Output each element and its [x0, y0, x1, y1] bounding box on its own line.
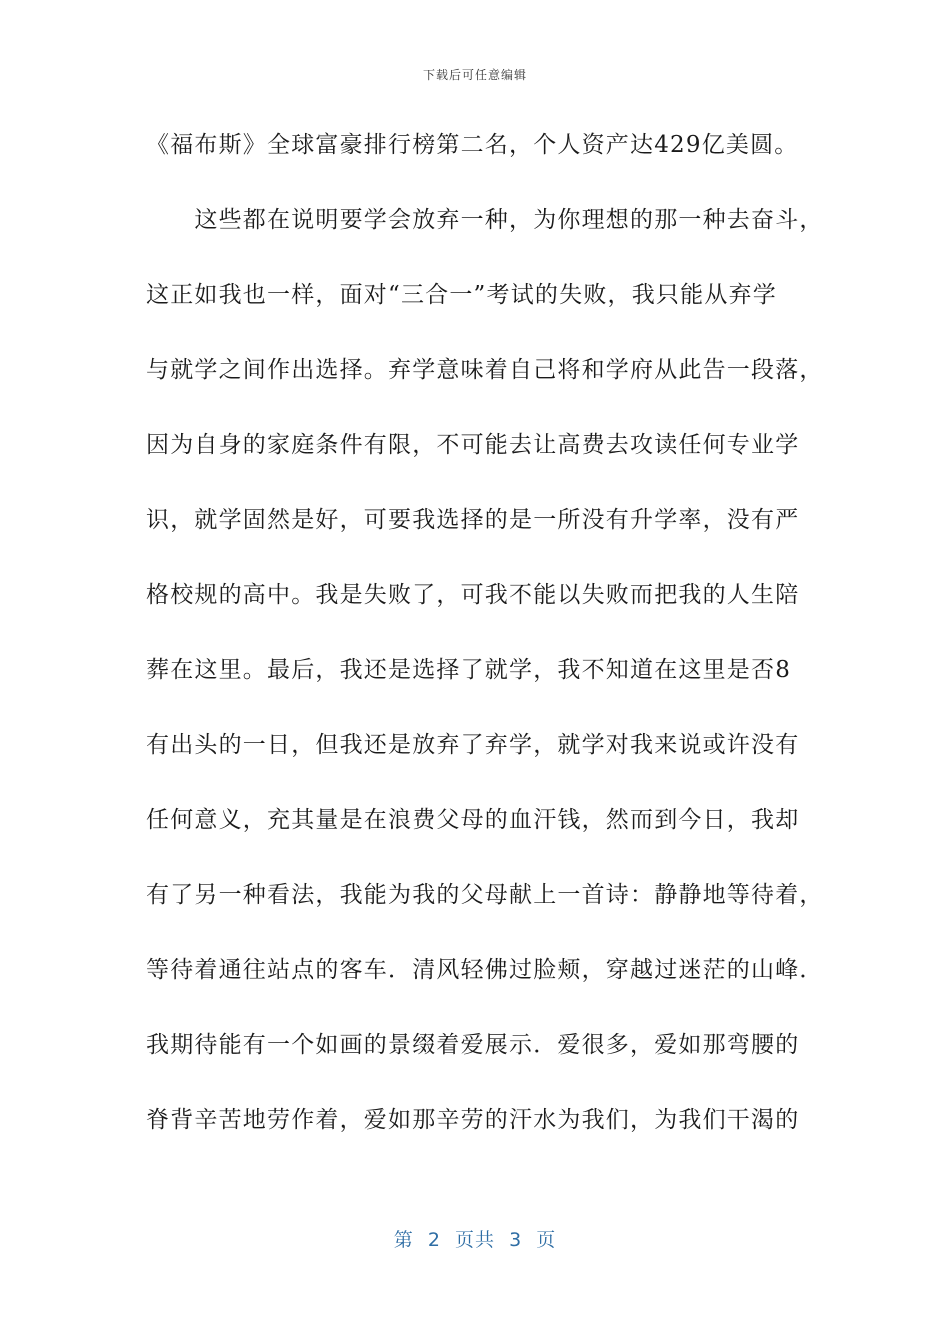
text-line: 等待着通往站点的客车．清风轻佛过脸颊，穿越过迷茫的山峰．: [146, 957, 824, 983]
text-line: 格校规的高中。我是失败了，可我不能以失败而把我的人生陪: [146, 582, 800, 608]
text-line: 这些都在说明要学会放弃一种，为你理想的那一种去奋斗，: [146, 207, 824, 233]
text-line: 这正如我也一样，面对“三合一”考试的失败，我只能从弃学: [146, 282, 777, 308]
text-line: 有出头的一日，但我还是放弃了弃学，就学对我来说或许没有: [146, 732, 800, 758]
text-line: 《福布斯》全球富豪排行榜第二名，个人资产达429亿美圆。: [146, 132, 799, 158]
text-line: 任何意义，充其量是在浪费父母的血汗钱，然而到今日，我却: [146, 807, 800, 833]
text-line: 与就学之间作出选择。弃学意味着自己将和学府从此告一段落，: [146, 357, 824, 383]
text-line: 葬在这里。最后，我还是选择了就学，我不知道在这里是否8: [146, 657, 792, 683]
body-text: [146, 125, 826, 1175]
header-note: 下载后可任意编辑: [422, 68, 527, 82]
text-line: 识，就学固然是好，可要我选择的是一所没有升学率，没有严: [146, 507, 800, 533]
page-number: 第 2 页共 3 页: [393, 1229, 557, 1251]
text-line: 因为自身的家庭条件有限，不可能去让高费去攻读任何专业学: [146, 432, 800, 458]
text-line: 有了另一种看法，我能为我的父母献上一首诗：静静地等待着，: [146, 882, 824, 908]
text-line: 脊背辛苦地劳作着，爱如那辛劳的汗水为我们，为我们干渴的: [146, 1107, 800, 1133]
text-line: 我期待能有一个如画的景缀着爱展示．爱很多，爱如那弯腰的: [146, 1032, 800, 1058]
